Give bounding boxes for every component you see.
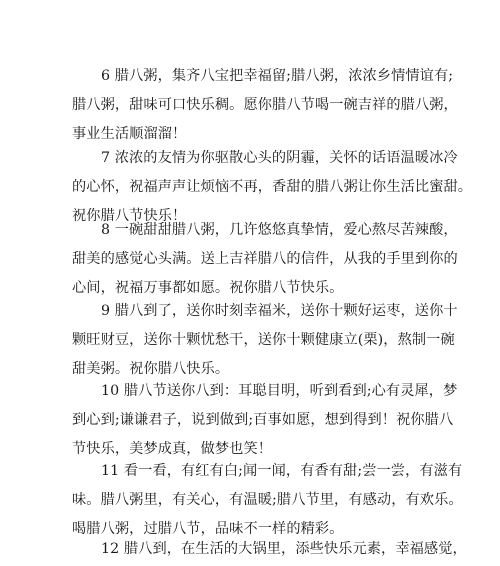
text-line: 味。腊八粥里，有关心，有温暖;腊八节里，有感动，有欢乐。 bbox=[72, 492, 463, 508]
paragraph-10 bbox=[72, 377, 458, 464]
text-line: 到心到;谦谦君子，说到做到;百事如愿，想到得到！祝你腊八 bbox=[72, 412, 454, 428]
text-line: 9 腊八到了，送你时刻幸福米，送你十颗好运枣，送你十 bbox=[101, 303, 458, 319]
text-line: 颗旺财豆，送你十颗忧愁干，送你十颗健康立(栗)，熬制一碗 bbox=[72, 332, 455, 348]
paragraph-8 bbox=[72, 216, 458, 303]
text-line: 事业生活顺溜溜！ bbox=[72, 126, 187, 142]
text-line: 12 腊八到，在生活的大锅里，添些快乐元素，幸福感觉， bbox=[101, 541, 467, 557]
text-line: 喝腊八粥，过腊八节，品味不一样的精彩。 bbox=[72, 521, 344, 537]
text-line: 甜美粥。祝你腊八快乐。 bbox=[72, 361, 230, 377]
paragraph-12 bbox=[72, 535, 467, 564]
text-line: 甜美的感觉心头满。送上吉祥腊八的信件，从我的手里到你的 bbox=[72, 251, 458, 267]
text-line: 的心怀，祝福声声让烦恼不再，香甜的腊八粥让你生活比蜜甜。 bbox=[72, 179, 473, 195]
paragraph-9 bbox=[72, 297, 458, 384]
text-line: 7 浓浓的友情为你驱散心头的阴霾，关怀的话语温暖冰冷 bbox=[101, 150, 458, 166]
text-line: 11 看一看，有红有白;闻一闻，有香有甜;尝一尝，有滋有 bbox=[101, 463, 463, 479]
text-line: 节快乐，美梦成真，做梦也笑！ bbox=[72, 441, 273, 457]
paragraph-6 bbox=[72, 62, 458, 149]
text-line: 8 一碗甜甜腊八粥，几许悠悠真挚情，爱心熬尽苦辣酸， bbox=[101, 222, 458, 238]
text-line: 祝你腊八节快乐！ bbox=[72, 208, 187, 224]
text-line: 心间，祝福万事都如愿。祝你腊八节快乐。 bbox=[72, 280, 344, 296]
text-line: 6 腊八粥，集齐八宝把幸福留;腊八粥，浓浓乡情情谊有; bbox=[101, 68, 454, 84]
text-line: 10 腊八节送你八到：耳聪目明，听到看到;心有灵犀，梦 bbox=[101, 383, 458, 399]
text-line: 腊八粥，甜味可口快乐稠。愿你腊八节喝一碗吉祥的腊八粥， bbox=[72, 97, 458, 113]
paragraph-11 bbox=[72, 457, 463, 544]
